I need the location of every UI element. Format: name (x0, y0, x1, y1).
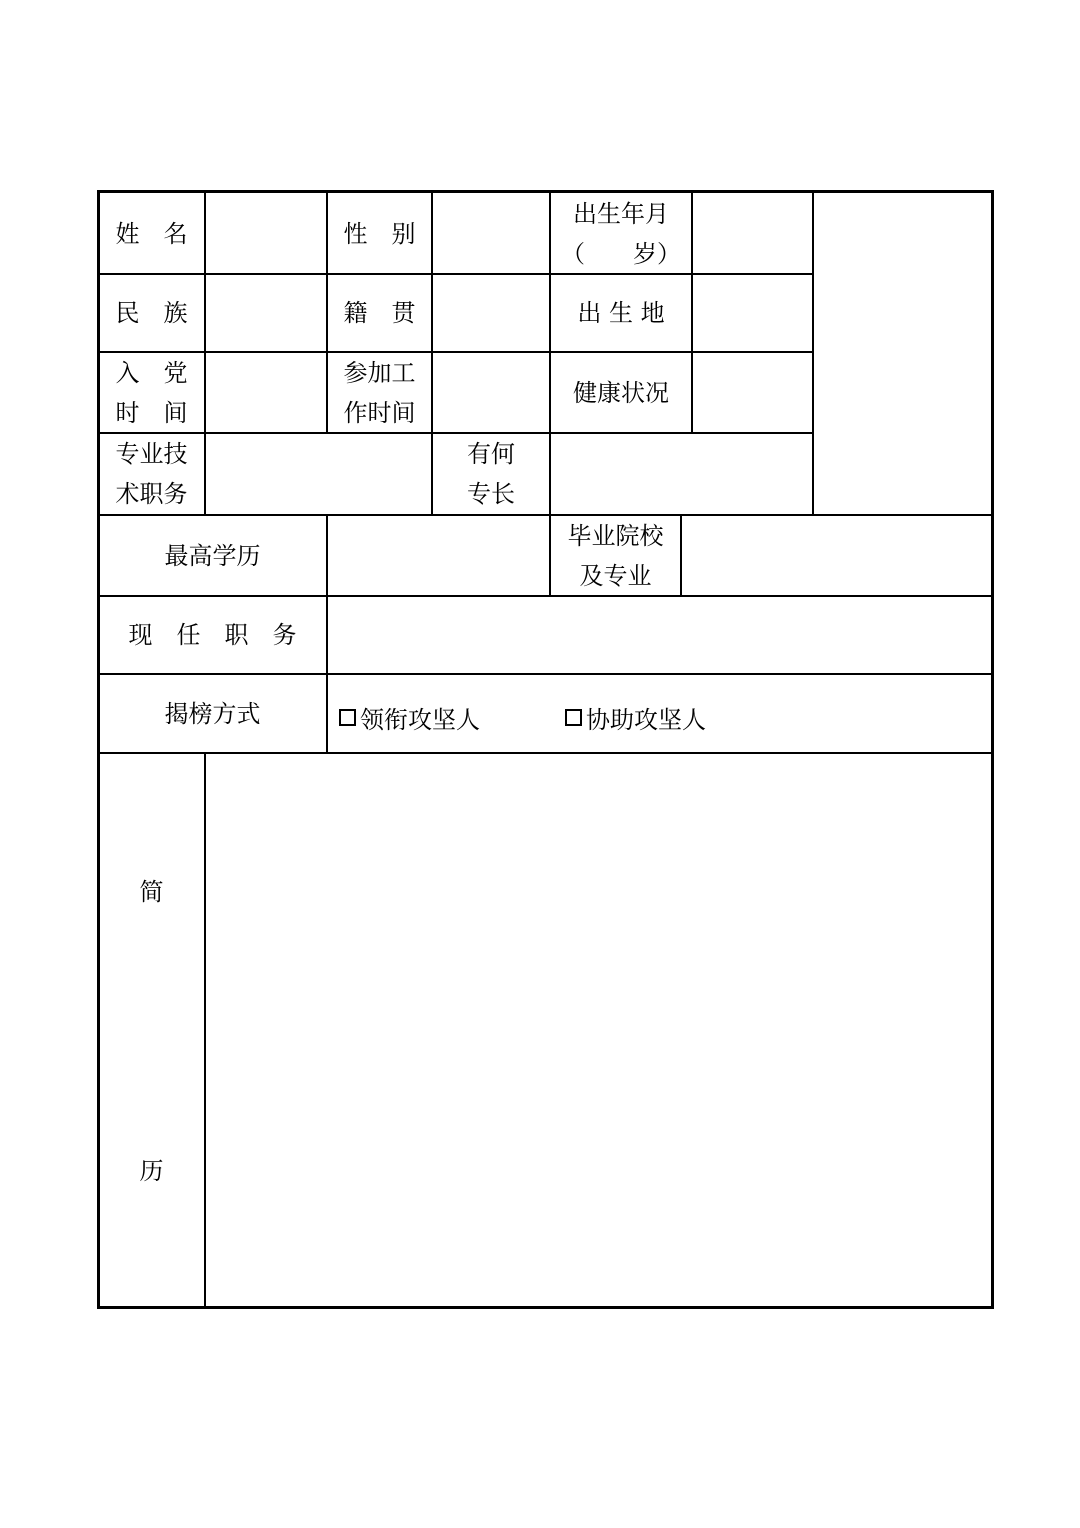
highest-education-label: 最高学历 (164, 541, 261, 570)
school-major-label-line1: 毕业院校 (567, 521, 664, 550)
professional-title-field[interactable] (206, 434, 431, 514)
assist-option-label: 协助攻坚人 (586, 705, 706, 734)
school-major-label (551, 516, 680, 595)
work-start-label-line2: 作时间 (343, 398, 416, 427)
party-join-date-label (99, 353, 204, 432)
party-join-label-line1: 入 党 (115, 358, 188, 387)
resume-field[interactable] (206, 754, 992, 1306)
school-major-field[interactable] (682, 516, 992, 595)
gender-field[interactable] (433, 194, 549, 273)
native-place-label: 籍 贯 (343, 299, 416, 327)
lead-option-label: 领衔攻坚人 (360, 705, 480, 734)
resume-label-bottom: 历 (139, 1157, 164, 1185)
ethnicity-field[interactable] (206, 275, 326, 351)
highest-education-field[interactable] (328, 516, 549, 595)
professional-title-label-line2: 术职务 (115, 480, 188, 508)
checkbox-icon[interactable] (339, 709, 356, 726)
birthplace-field[interactable] (693, 275, 812, 351)
birth-date-field[interactable] (693, 194, 812, 273)
application-method-label: 揭榜方式 (164, 699, 261, 728)
current-position-label: 现 任 职 务 (128, 621, 297, 649)
checkbox-icon[interactable] (565, 709, 582, 726)
party-join-label-line2: 时 间 (115, 398, 188, 427)
work-start-date-label (328, 353, 431, 432)
name-label: 姓 名 (115, 219, 188, 248)
specialty-field[interactable] (551, 434, 812, 514)
birth-date-label (551, 194, 691, 273)
assist-option-checkbox[interactable] (565, 700, 706, 734)
professional-title-label-line1: 专业技 (115, 440, 188, 468)
specialty-label-line1: 有何 (467, 440, 515, 468)
specialty-label (433, 434, 549, 514)
resume-label-top: 简 (139, 878, 164, 906)
native-place-field[interactable] (433, 275, 549, 351)
birth-date-label-line2: （ 岁） (561, 239, 681, 268)
school-major-label-line2: 及专业 (579, 561, 652, 590)
gender-label: 性 别 (343, 219, 416, 248)
current-position-field[interactable] (328, 597, 992, 673)
health-status-label: 健康状况 (573, 378, 669, 407)
specialty-label-line2: 专长 (467, 480, 515, 508)
health-status-field[interactable] (693, 353, 812, 432)
birthplace-label: 出 生 地 (577, 299, 665, 327)
work-start-label-line1: 参加工 (343, 358, 416, 387)
professional-title-label (99, 434, 204, 514)
work-start-date-field[interactable] (433, 353, 549, 432)
party-join-date-field[interactable] (206, 353, 326, 432)
lead-option-checkbox[interactable] (339, 700, 480, 734)
ethnicity-label: 民 族 (115, 299, 188, 327)
photo-area[interactable] (814, 194, 992, 514)
name-field[interactable] (206, 194, 326, 273)
birth-date-label-line1: 出生年月 (573, 199, 669, 228)
